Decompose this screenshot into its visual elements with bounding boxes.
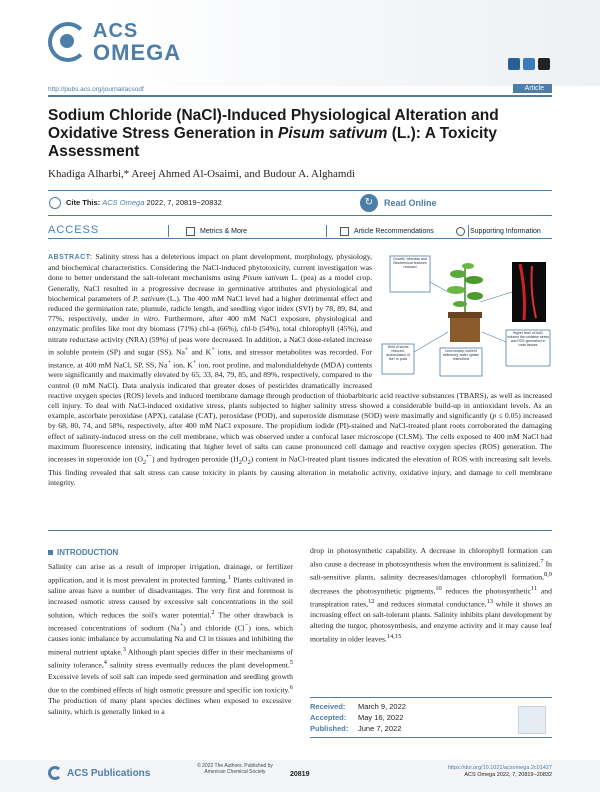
reference-link[interactable]: 4 [103, 659, 107, 667]
abstract-text: ions, and stressor metabolites was recorded. For instance, at 400 mM NaCl, SP, SS, Na [48, 347, 372, 370]
abstract-p-value: p [492, 411, 497, 421]
access-separator [326, 225, 327, 237]
cite-icon [49, 197, 61, 209]
abstract-sub: 2 [247, 459, 251, 467]
toc-graphic-svg [380, 252, 552, 378]
abstract-sup: + [167, 358, 172, 366]
abstract-sub: 2 [238, 459, 242, 467]
reference-link[interactable]: 6 [289, 683, 293, 691]
toc-box-ros-text: Higher level of NaCl induced the oxidative stress and ROS generation in roots tissues [507, 331, 549, 347]
journal-reference: ACS Omega 2022, 7, 20819−20832 [464, 772, 552, 778]
toc-box-ionic-text: Ionic toxicity, nutrient deficiency, water uptake restrictions [442, 349, 480, 361]
intro-text: and reduces stomatal conductance, [374, 599, 487, 609]
page-number: 20819 [290, 771, 310, 778]
abstract-text: Salinity stress has a deleterious impact on plant development, morphology, physiology, and biochemical characteristics. Considering the NaCl-induced phytotoxicity, current investigation was done to better understand the salt-tolerant mechanisms using [48, 252, 372, 283]
abstract-text: O [241, 454, 248, 464]
abstract [48, 252, 552, 489]
abstract-text: ion, root proline, and malondialdehyde (MDA) contents were significantly and maximally elevated by 65, 33, 84, 79, 85, and 89%, respectively, compared to the control (0 mM NaCl). Data analysis indicated that greater doses of pesticides dramatically increased reactive oxygen species (ROS) levels and induced membrane damage through production of thiobarbituric acid reactive substances (TBARS), as well as increased cell injury. To deal with NaCl-induced oxidative stress, plants subjected to higher salinity stress showed a considerable build-up in antioxidant levels. As an example, ascorbate peroxidase (APX), catalase (CAT), peroxidase (POD), and superoxide dismutase (SOD) were maximally and significantly ( [48, 360, 552, 421]
read-online-icon: ↻ [360, 194, 378, 212]
intro-text: The production of many plant species declines when exposed to excessive salinity, which is generally linked to a [48, 695, 292, 716]
oa-icon[interactable] [508, 58, 520, 70]
reference-link[interactable]: 1 [227, 573, 231, 581]
confocal-root-image [512, 262, 546, 322]
date-row-published [310, 723, 552, 734]
pea-plant-icon [447, 263, 483, 312]
toc-pot-rim [448, 312, 482, 318]
date-label: Received: [310, 702, 346, 711]
logo-acs-text: ACS [93, 20, 139, 42]
reference-link[interactable]: 3 [122, 646, 126, 654]
toc-arrow [482, 332, 506, 342]
abstract-sup: •− [146, 452, 152, 460]
title-line-2a: Oxidative Stress Generation in [48, 125, 278, 142]
cite-journal: ACS Omega [102, 198, 145, 207]
access-label: ACCESS [48, 224, 100, 236]
intro-text: reduces the photosynthetic [441, 586, 532, 596]
cite-label: Cite This: [66, 198, 101, 207]
toc-graphic[interactable] [380, 252, 552, 378]
intro-text: ) ions, which causes ionic imbalance by accumulating Na and Cl in tissues and inhibiting the mineral nutrient uptake. [48, 623, 293, 657]
date-value: June 7, 2022 [358, 724, 402, 733]
intro-heading-text: INTRODUCTION [57, 548, 119, 557]
intro-text: and transpiration rates, [310, 586, 552, 609]
reference-link[interactable]: 10 [435, 584, 442, 592]
intro-text: ) and chloride (Cl [183, 623, 245, 633]
acs-publications-text: ACS Publications [67, 767, 151, 779]
abstract-sup: + [184, 345, 189, 353]
abstract-sub: 2 [142, 459, 147, 467]
article-title [48, 107, 558, 161]
cite-text[interactable] [66, 198, 222, 207]
abstract-text: ) and hydrogen peroxide (H [151, 454, 239, 464]
date-value: March 9, 2022 [358, 702, 406, 711]
title-line-3: Assessment [48, 143, 140, 160]
reference-link[interactable]: 12 [368, 597, 375, 605]
logo-dot-icon [60, 34, 74, 48]
reference-link[interactable]: 2 [211, 608, 215, 616]
intro-text: The other drawback is increased concentrations of sodium (Na [48, 610, 293, 633]
publication-dates [310, 697, 552, 738]
reference-link[interactable]: 5 [289, 659, 293, 667]
intro-sup: − [244, 621, 249, 629]
intro-left-column [48, 548, 293, 718]
cc-icon[interactable] [523, 58, 535, 70]
intro-text: salinity stress eventually reduces the plant development. [106, 660, 290, 670]
abstract-text: ion, K [171, 360, 193, 370]
toc-box-growth-text: Growth, biomass and Biochemical features reduced [393, 257, 427, 270]
reference-link[interactable]: 13 [486, 597, 493, 605]
toc-arrow [430, 282, 448, 292]
toc-box-yield-text: Yield of seeds reduced, accumulation of Na+ in pods [386, 345, 410, 361]
license-icons [508, 58, 550, 70]
journal-cover-thumbnail[interactable] [518, 706, 546, 734]
abstract-text: . Furthermore, after 400 mM NaCl exposure, physiological and enzymatic profiles like root dry biomass (71%) chl-a (66%), chl-b (54%), total chlorophyll (45%), and nitrate reductase activity (NRA) (59%) of peas were decreased. In addition, a NaCl dose-related increase in soluble protein (SP) and sugar (SS), Na [48, 314, 373, 357]
date-label: Accepted: [310, 713, 347, 722]
cc-by-icon[interactable] [538, 58, 550, 70]
section-square-icon [48, 550, 53, 555]
date-row-accepted [310, 712, 552, 723]
cite-ref: 2022, 7, 20819−20832 [144, 198, 222, 207]
acs-publications-icon [48, 766, 62, 780]
intro-text: Excessive levels of soil salt can impede seed germination and seedling growth due to the combined effects of high osmotic pressure and specific ion toxicity. [48, 671, 293, 695]
supporting-info-icon [456, 227, 465, 236]
reference-link[interactable]: 14,15 [386, 632, 402, 640]
intro-text: drop in photosynthetic capability. A decrease in chlorophyll formation can also cause a decrease in photosynthesis when the environment is salinized. [310, 546, 552, 569]
intro-sup: + [179, 621, 184, 629]
access-separator [168, 225, 169, 237]
reference-link[interactable]: 7 [540, 557, 544, 565]
header-rule [48, 95, 552, 97]
toc-pot [450, 316, 480, 342]
metrics-link[interactable] [186, 227, 247, 236]
date-row-received [310, 701, 552, 712]
reference-link[interactable]: 11 [531, 584, 538, 592]
title-line-1: Sodium Chloride (NaCl)-Induced Physiological Alteration and [48, 107, 499, 124]
cite-bar [48, 190, 552, 216]
intro-right-column [310, 546, 552, 645]
intro-text: decreases the photosynthetic pigments, [310, 586, 436, 596]
copyright-notice: © 2022 The Authors. Published by American Chemical Society [197, 763, 273, 775]
abstract-text: (L.). The 400 mM NaCl level had a higher detrimental effect and reduced the germination rate, plumule, radicle length, and seedling vigor index (SVI) by 78, 89, 84, and 77%, respectively, under [48, 293, 372, 324]
logo-omega-text: OMEGA [93, 40, 182, 65]
abstract-sup: + [211, 345, 215, 353]
abstract-text: ≤ 0.05) increased by 68, 80, 74, and 58%, respectively, after 400 mM NaCl exposure. The propidium iodide (PI)-stained and NaCl-treated plant roots corroborated the damaging effect of salinity-induced stress on the cell membrane, which was observed under a confocal laser microscope (CLSM). The cells exposed to 400 mM NaCl had maximum fluorescence intensity, indicating that higher level of salts can cause pronounced cell damage and reactive oxygen species (ROS) generation. The increases in superoxide ion (O [48, 411, 552, 464]
abstract-label: ABSTRACT: [48, 254, 93, 261]
reference-link[interactable]: 8,9 [543, 571, 552, 579]
abstract-sup: + [192, 358, 197, 366]
supporting-info-link[interactable] [456, 227, 541, 236]
abstract-text: ) content in NaCl-treated plant tissues indicated the elevation of ROS with increasing salt levels. This finding revealed that salt stress can cause toxicity in plants by causing alteration in metabolic activity, oxidative injury, and damage to cell membrane integrity. [48, 454, 552, 488]
author-list[interactable]: Khadiga Alharbi,* Areej Ahmed Al-Osaimi, and Budour A. Alghamdi [48, 168, 356, 180]
article-type-badge: Article [513, 84, 552, 93]
acs-omega-logo[interactable] [48, 20, 182, 68]
toc-arrow [480, 292, 512, 302]
metrics-icon [186, 227, 195, 236]
recommendations-icon [340, 227, 349, 236]
recommendations-label: Article Recommendations [354, 228, 434, 235]
intro-text: In salt-sensitive plants, salinity decreases/damages chlorophyll formation, [310, 559, 552, 582]
footer-doi [448, 765, 552, 779]
title-species: Pisum sativum [278, 125, 388, 142]
abstract-species: P. sativum [132, 293, 165, 303]
intro-text: Salinity can arise as a result of improper irrigation, drainage, or fertilizer application, and it is most prevalent in protected farming. [48, 561, 293, 585]
intro-text: Although plant species differ in their mechanisms of salinity tolerance, [48, 647, 293, 670]
intro-text: Plants cultivated in saline areas have a number of disadvantages. The very first and foremost is increased osmotic stress caused by excessive salt concentrations in the soil solution, which reduces the soil's water potential. [48, 575, 293, 620]
date-value: May 16, 2022 [358, 713, 404, 722]
abstract-rule [48, 530, 552, 531]
abstract-text: and K [188, 347, 212, 357]
intro-heading [48, 548, 293, 559]
read-online-button[interactable] [360, 194, 437, 212]
recommendations-link[interactable] [340, 227, 434, 236]
supporting-info-label: Supporting Information [470, 228, 541, 235]
intro-text: while it shows an increasing effect on salt-tolerant plants. Salinity inhibits plant development by altering the turgor, photosynthesis, and enzyme activity and it may cause leaf mortality in older leaves. [310, 599, 552, 644]
read-online-label: Read Online [384, 198, 437, 208]
doi-link[interactable]: https://doi.org/10.1021/acsomega.2c01427 [447, 765, 552, 771]
title-line-2b: (L.): A Toxicity [387, 125, 498, 142]
abstract-in-vitro: in vitro [133, 314, 158, 324]
acs-publications-logo[interactable] [48, 766, 150, 780]
journal-url[interactable]: http://pubs.acs.org/journal/acsodf [48, 86, 144, 93]
date-label: Published: [310, 724, 349, 733]
abstract-text: L. (pea) as a model crop. Generally, NaCl resulted in a progressive decrease in germinative attributes and physiological and biochemical parameters of [48, 273, 373, 303]
abstract-species: Pisum sativum [242, 273, 289, 283]
metrics-label: Metrics & More [200, 228, 248, 235]
access-bar [48, 225, 552, 239]
